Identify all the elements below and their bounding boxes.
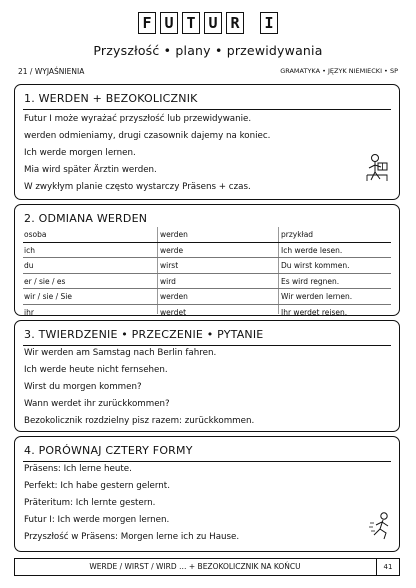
person-cell: ihr — [24, 307, 34, 317]
example-line: Przyszłość w Präsens: Morgen lerne ich zu Hause. — [24, 532, 240, 542]
verb-form-cell: werdet — [160, 307, 187, 317]
example-line: Futur I: Ich werde morgen lernen. — [24, 515, 170, 525]
table-header-row — [23, 227, 391, 243]
title-letter: R — [226, 12, 244, 34]
verb-form-cell: werden — [160, 292, 188, 301]
heading-divider — [23, 345, 391, 346]
explanation-line: werden odmieniamy, drugi czasownik dajemy na koniec. — [24, 131, 271, 141]
subject-label: GRAMATYKA • JĘZYK NIEMIECKI • SP — [280, 67, 398, 75]
table-row — [23, 258, 391, 274]
table-row — [23, 243, 391, 259]
title-letter: I — [260, 12, 278, 34]
page-footer — [14, 558, 400, 576]
explanation-line: Bezokolicznik rozdzielny pisz razem: zurückkommen. — [24, 416, 255, 426]
title-letter: U — [160, 12, 178, 34]
person-cell: ich — [24, 245, 35, 255]
section-heading: 1. WERDEN + BEZOKOLICZNIK — [24, 92, 198, 105]
title-letter: U — [204, 12, 222, 34]
section-four-forms — [14, 436, 400, 552]
example-cell: Du wirst kommen. — [281, 261, 350, 270]
explanation-line: W zwykłym planie często wystarczy Präsens + czas. — [24, 182, 251, 192]
conjugation-table — [23, 227, 391, 319]
column-header: przykład — [281, 230, 314, 239]
section-heading: 2. ODMIANA WERDEN — [24, 212, 148, 225]
title-tiles — [0, 12, 416, 38]
example-line: Präteritum: Ich lernte gestern. — [24, 498, 156, 508]
table-row — [23, 274, 391, 290]
column-header: osoba — [24, 230, 47, 239]
explanation-line: Futur I może wyrażać przyszłość lub przewidywanie. — [24, 114, 252, 124]
person-cell: du — [24, 261, 34, 270]
person-cell: wir / sie / Sie — [24, 292, 72, 301]
footer-text: WERDE / WIRST / WIRD … + BEZOKOLICZNIK NA KOŃCU — [89, 562, 301, 571]
table-row — [23, 305, 391, 320]
title-letter — [248, 12, 256, 34]
example-line: Mia wird später Ärztin werden. — [24, 165, 157, 175]
example-line: Wir werden am Samstag nach Berlin fahren. — [24, 348, 217, 358]
page-subtitle: Przyszłość • plany • przewidywania — [93, 43, 323, 58]
section-heading: 4. PORÓWNAJ CZTERY FORMY — [24, 444, 193, 457]
example-cell: Ihr werdet reisen. — [281, 307, 348, 317]
verb-form-cell: werde — [160, 245, 184, 255]
title-letter: F — [138, 12, 156, 34]
section-heading: 3. TWIERDZENIE • PRZECZENIE • PYTANIE — [24, 328, 264, 341]
example-line: Perfekt: Ich habe gestern gelernt. — [24, 481, 170, 491]
section-sentence-types — [14, 320, 400, 432]
example-line: Ich werde morgen lernen. — [24, 148, 136, 158]
page-number: 41 — [376, 559, 399, 575]
heading-divider — [23, 461, 391, 462]
example-cell: Es wird regnen. — [281, 276, 340, 286]
example-line: Ich werde heute nicht fernsehen. — [24, 365, 168, 375]
section-werden-conjugation — [14, 204, 400, 316]
example-line: Wirst du morgen kommen? — [24, 382, 142, 392]
section-werden-infinitive — [14, 84, 400, 200]
running-person-icon — [369, 511, 395, 541]
reading-person-icon — [365, 153, 391, 183]
table-row — [23, 289, 391, 305]
example-line: Präsens: Ich lerne heute. — [24, 464, 132, 474]
example-line: Wann werdet ihr zurückkommen? — [24, 399, 170, 409]
verb-form-cell: wird — [160, 276, 176, 286]
section-number-label: 21 / WYJAŚNIENIA — [18, 67, 85, 76]
title-letter: T — [182, 12, 200, 34]
example-cell: Ich werde lesen. — [281, 245, 343, 255]
column-header: werden — [160, 230, 188, 239]
heading-divider — [23, 109, 391, 110]
example-cell: Wir werden lernen. — [281, 292, 353, 301]
verb-form-cell: wirst — [160, 261, 179, 270]
person-cell: er / sie / es — [24, 276, 66, 286]
